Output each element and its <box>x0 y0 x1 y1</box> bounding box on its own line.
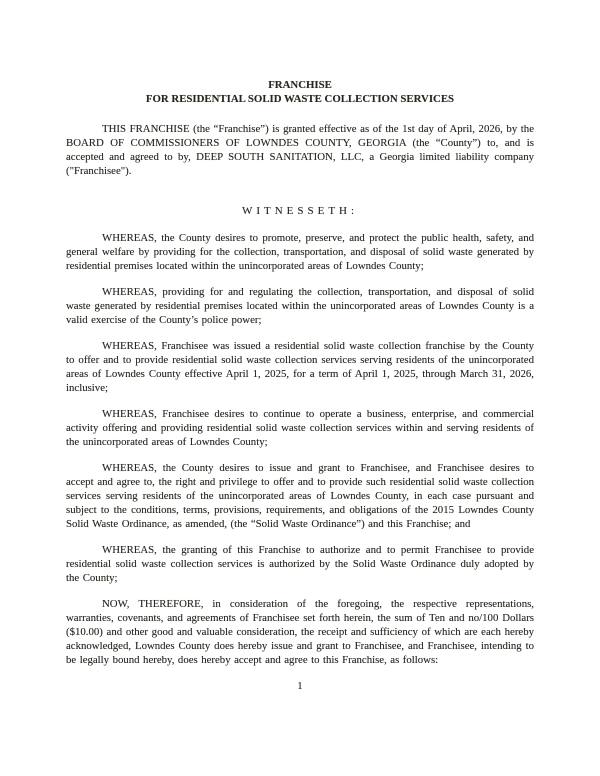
paragraph-whereas-4: WHEREAS, Franchisee desires to continue to operate a business, enterprise, and commercial activity offering and providing residential solid waste collection services within and serving residents of the unincorporated areas of Lowndes County; <box>66 408 534 448</box>
document-title-line-1: FRANCHISE <box>268 79 332 91</box>
witnesseth-heading: WITNESSETH: <box>241 205 359 217</box>
paragraph-whereas-5: WHEREAS, the County desires to issue and grant to Franchisee, and Franchisee desires to accept and agree to, the right and privilege to offer and to provide such residential solid waste collection services serving residents of the unincorporated areas of Lowndes County, in each case pursuant and subject to the conditions, terms, provisions, requirements, and obligations of the 2015 Lowndes County Solid Waste Ordinance, as amended, (the “Solid Waste Ordinance”) and this Franchise; and <box>66 462 534 530</box>
paragraph-whereas-6: WHEREAS, the granting of this Franchise to authorize and to permit Franchisee to provide residential solid waste collection services is authorized by the Solid Waste Ordinance duly adopted by the County; <box>66 544 534 584</box>
paragraph-whereas-3: WHEREAS, Franchisee was issued a residential solid waste collection franchise by the County to offer and to provide residential solid waste collection services serving residents of the unincorporated areas of Lowndes County effective April 1, 2025, for a term of April 1, 2025, through March 31, 2026, inclusive; <box>66 340 534 394</box>
paragraph-granting-clause: THIS FRANCHISE (the “Franchise”) is granted effective as of the 1st day of April, 2026, by the BOARD OF COMMISSIONERS OF LOWNDES COUNTY, GEORGIA (the “County”) to, and is accepted and agreed to by, DEEP SOUTH SANITATION, LLC, a Georgia limited liability company ("Franchisee"). <box>66 123 534 177</box>
page-number: 1 <box>297 680 303 692</box>
paragraph-whereas-1: WHEREAS, the County desires to promote, preserve, and protect the public health, safety, and general welfare by providing for the collection, transportation, and disposal of solid waste generated by residential premises located within the unincorporated areas of Lowndes County; <box>66 232 534 272</box>
paragraph-now-therefore: NOW, THEREFORE, in consideration of the foregoing, the respective representations, warranties, covenants, and agreements of Franchisee set forth herein, the sum of Ten and no/100 Dollars ($10.00) and other good and valuable consideration, the receipt and sufficiency of which are each hereby acknowledged, Lowndes County does hereby issue and grant to Franchisee, and Franchisee, intending to be legally bound hereby, does hereby accept and agree to this Franchise, as follows: <box>66 598 534 666</box>
document-title <box>66 78 534 106</box>
document-title-line-2: FOR RESIDENTIAL SOLID WASTE COLLECTION SERVICES <box>145 93 455 105</box>
paragraph-whereas-2: WHEREAS, providing for and regulating the collection, transportation, and disposal of solid waste generated by residential premises located within the unincorporated areas of Lowndes County is a valid exercise of the County’s police power; <box>66 286 534 326</box>
